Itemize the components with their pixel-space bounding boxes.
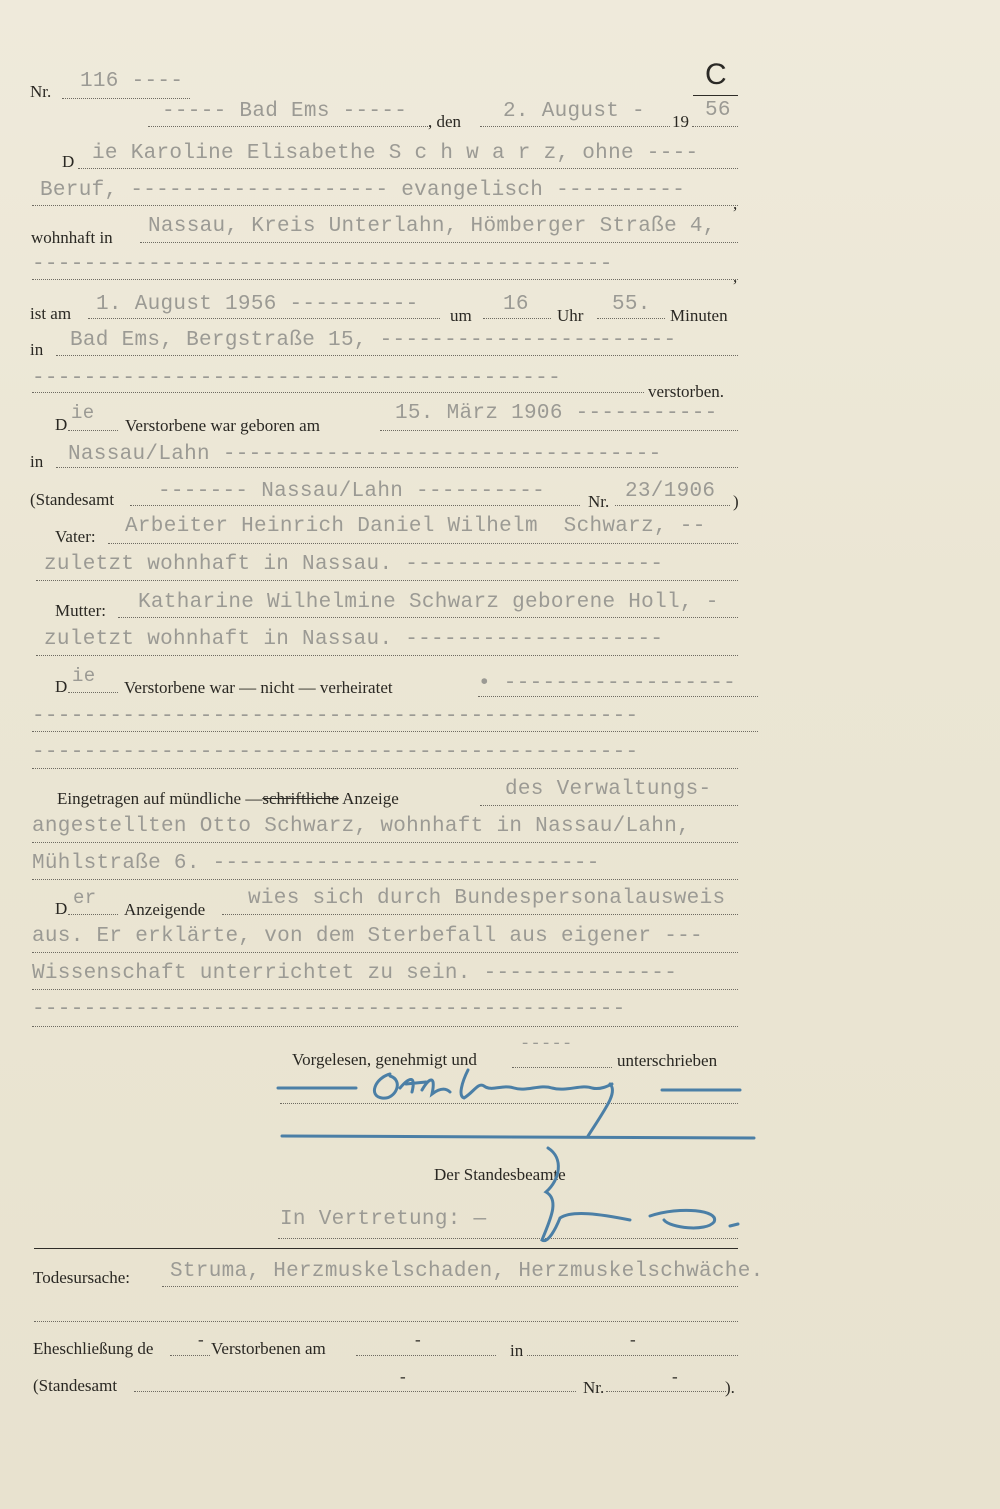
- den-label: , den: [428, 112, 462, 131]
- nr3-label: Nr.: [583, 1378, 605, 1397]
- standesamt-value: ------- Nassau/Lahn ----------: [158, 480, 546, 503]
- eingetragen-struck: schriftliche: [262, 789, 339, 808]
- beruf-dotted-line: [32, 205, 738, 206]
- ehe-label-a: Eheschließung de: [33, 1339, 154, 1358]
- vater-continued: zuletzt wohnhaft in Nassau. --------------------: [44, 553, 664, 576]
- ehe-de-dotted-line: [170, 1355, 210, 1356]
- in-dotted-line: [56, 355, 738, 356]
- vater-continued-dotted-line: [36, 580, 738, 581]
- ist-am-label: ist am: [30, 304, 72, 323]
- in2-value: Nassau/Lahn ----------------------------------: [68, 443, 662, 466]
- anzeigende-continued-2-dotted-line: [32, 989, 738, 990]
- unterschrieben-label: unterschrieben: [617, 1051, 718, 1070]
- d3-value: ie: [72, 665, 96, 687]
- verstorben-label: verstorben.: [648, 382, 725, 401]
- geboren-dotted-line: [380, 430, 738, 431]
- place-value: ----- Bad Ems -----: [162, 100, 408, 123]
- anzeige-continued-2-dotted-line: [32, 879, 738, 880]
- minute-dotted-line: [597, 318, 665, 319]
- in2-label: in: [30, 452, 44, 471]
- nr3-dotted-line: [606, 1391, 726, 1392]
- todesursache-dotted-line: [162, 1286, 738, 1287]
- ehe-am-dotted-line: [356, 1355, 496, 1356]
- form-letter-underline: [693, 95, 738, 96]
- ehe-label-b: Verstorbenen am: [211, 1339, 326, 1358]
- vater-value: Arbeiter Heinrich Daniel Wilhelm Schwarz, --: [125, 515, 706, 538]
- verheiratet-label: Verstorbene war — nicht — verheiratet: [124, 678, 393, 697]
- ehe-dash-2: -: [415, 1330, 421, 1349]
- year-dotted-line: [692, 126, 738, 127]
- anzeigende-value: wies sich durch Bundespersonalausweis: [248, 887, 726, 910]
- name-dotted-line: [78, 168, 738, 169]
- mutter-continued-dotted-line: [36, 655, 738, 656]
- vater-dotted-line: [108, 543, 738, 544]
- die-dotted-line: [68, 430, 118, 431]
- dash-line-3: -----------------------------------------------: [32, 705, 639, 728]
- in2-dotted-line: [56, 467, 738, 468]
- dash-dotted-line-1: [32, 279, 738, 280]
- standesamt-label: (Standesamt: [30, 490, 115, 509]
- wohnhaft-label: wohnhaft in: [31, 228, 113, 247]
- standesamt2-dotted-line: [134, 1391, 576, 1392]
- minuten-label: Minuten: [670, 306, 728, 325]
- standesamt2-dash: -: [400, 1367, 406, 1386]
- anzeigende-label: Anzeigende: [124, 900, 206, 919]
- name-value: ie Karoline Elisabethe S c h w a r z, ohne ----: [92, 142, 699, 165]
- date-value: 2. August -: [503, 100, 645, 123]
- wohnhaft-value: Nassau, Kreis Unterlahn, Hömberger Straße 4,: [148, 215, 716, 238]
- nr3-dash: -: [672, 1367, 678, 1386]
- eingetragen-label-a: Eingetragen auf mündliche —: [57, 789, 263, 808]
- anzeige-continued-1-dotted-line: [32, 842, 738, 843]
- vorgelesen-value: -----: [520, 1035, 573, 1054]
- nr-label: Nr.: [30, 82, 52, 101]
- year-suffix: 56: [705, 99, 731, 122]
- minute-value: 55.: [612, 293, 651, 316]
- die-label: D: [55, 415, 68, 434]
- d3-label: D: [55, 677, 68, 696]
- die-value: ie: [71, 402, 95, 424]
- eingetragen-label: [57, 789, 399, 809]
- vertretung-value: In Vertretung: —: [280, 1208, 487, 1231]
- dash-line-4: -----------------------------------------------: [32, 741, 639, 764]
- anzeigende-continued-2: Wissenschaft unterrichtet zu sein. ---------------: [32, 962, 678, 985]
- d4-value: er: [73, 887, 97, 909]
- standesbeamte-label: Der Standesbeamte: [434, 1165, 566, 1184]
- mutter-dotted-line: [118, 617, 738, 618]
- comma-2: ,: [733, 267, 738, 286]
- anzeigende-continued-1: aus. Er erklärte, von dem Sterbefall aus eigener ---: [32, 925, 703, 948]
- dash-dotted-line-2: [32, 392, 644, 393]
- hour-dotted-line: [483, 318, 551, 319]
- beruf-value: Beruf, -------------------- evangelisch ----------: [40, 179, 686, 202]
- hour-value: 16: [503, 293, 529, 316]
- dash-dotted-line-3: [32, 731, 758, 732]
- ehe-dash-1: -: [198, 1330, 204, 1349]
- wohnhaft-dotted-line: [140, 242, 738, 243]
- dash-dotted-line-5: [32, 1026, 738, 1027]
- d-label: D: [62, 152, 75, 171]
- dash-line-2: -----------------------------------------: [32, 367, 561, 390]
- vater-label: Vater:: [55, 527, 96, 546]
- dash-line-5: ----------------------------------------------: [32, 998, 626, 1021]
- in-value: Bad Ems, Bergstraße 15, -----------------------: [70, 329, 677, 352]
- geboren-value: 15. März 1906 -----------: [395, 402, 718, 425]
- ehe-in-dash: -: [630, 1330, 636, 1349]
- comma-1: ,: [733, 194, 738, 213]
- eingetragen-label-b: Anzeige: [342, 789, 399, 808]
- uhr-label: Uhr: [557, 306, 584, 325]
- nr-value: 116 ----: [80, 70, 184, 93]
- ehe-in-label: in: [510, 1341, 524, 1360]
- todesursache-value: Struma, Herzmuskelschaden, Herzmuskelschwäche.: [170, 1260, 764, 1283]
- ehe-in-dotted-line: [527, 1355, 738, 1356]
- d4-label: D: [55, 899, 68, 918]
- verheiratet-dotted-line: [478, 696, 758, 697]
- anzeige-value: des Verwaltungs-: [505, 778, 712, 801]
- mutter-label: Mutter:: [55, 601, 106, 620]
- nr2-label: Nr.: [588, 492, 610, 511]
- verheiratet-value: • ------------------: [478, 672, 737, 695]
- anzeige-continued-1: angestellten Otto Schwarz, wohnhaft in Nassau/Lahn,: [32, 815, 691, 838]
- standesamt2-label: (Standesamt: [33, 1376, 118, 1395]
- vorgelesen-label: Vorgelesen, genehmigt und: [292, 1050, 477, 1069]
- date-dotted-line: [480, 126, 670, 127]
- close-paren: ): [733, 492, 739, 511]
- geboren-label: Verstorbene war geboren am: [125, 416, 320, 435]
- mutter-continued: zuletzt wohnhaft in Nassau. --------------------: [44, 628, 664, 651]
- anzeige-dotted-line: [480, 805, 738, 806]
- anzeigende-dotted-line: [222, 914, 738, 915]
- standesamt-dotted-line: [130, 505, 580, 506]
- todesursache-label: Todesursache:: [33, 1268, 130, 1287]
- d3-dotted-line: [68, 692, 118, 693]
- registrar-signature-icon: [530, 1140, 750, 1250]
- d4-dotted-line: [68, 914, 118, 915]
- um-label: um: [450, 306, 472, 325]
- dash-line-1: ---------------------------------------------: [32, 253, 613, 276]
- ist-am-dotted-line: [88, 318, 440, 319]
- in-label: in: [30, 340, 44, 359]
- dash-dotted-line-4: [32, 768, 738, 769]
- ist-am-value: 1. August 1956 ----------: [96, 293, 419, 316]
- nr-dotted-line: [62, 98, 190, 99]
- form-letter: C: [705, 58, 727, 91]
- anzeige-continued-2: Mühlstraße 6. ------------------------------: [32, 852, 600, 875]
- todesursache-dotted-line-2: [34, 1321, 738, 1322]
- anzeigende-continued-1-dotted-line: [32, 952, 738, 953]
- nr3-close: ).: [725, 1378, 735, 1397]
- informant-signature-icon: [270, 1062, 760, 1152]
- place-dotted-line: [148, 126, 430, 127]
- mutter-value: Katharine Wilhelmine Schwarz geborene Holl, -: [138, 591, 719, 614]
- nr2-dotted-line: [615, 505, 730, 506]
- year-prefix: 19: [672, 112, 689, 131]
- section-divider: [34, 1248, 738, 1249]
- nr2-value: 23/1906: [625, 480, 716, 503]
